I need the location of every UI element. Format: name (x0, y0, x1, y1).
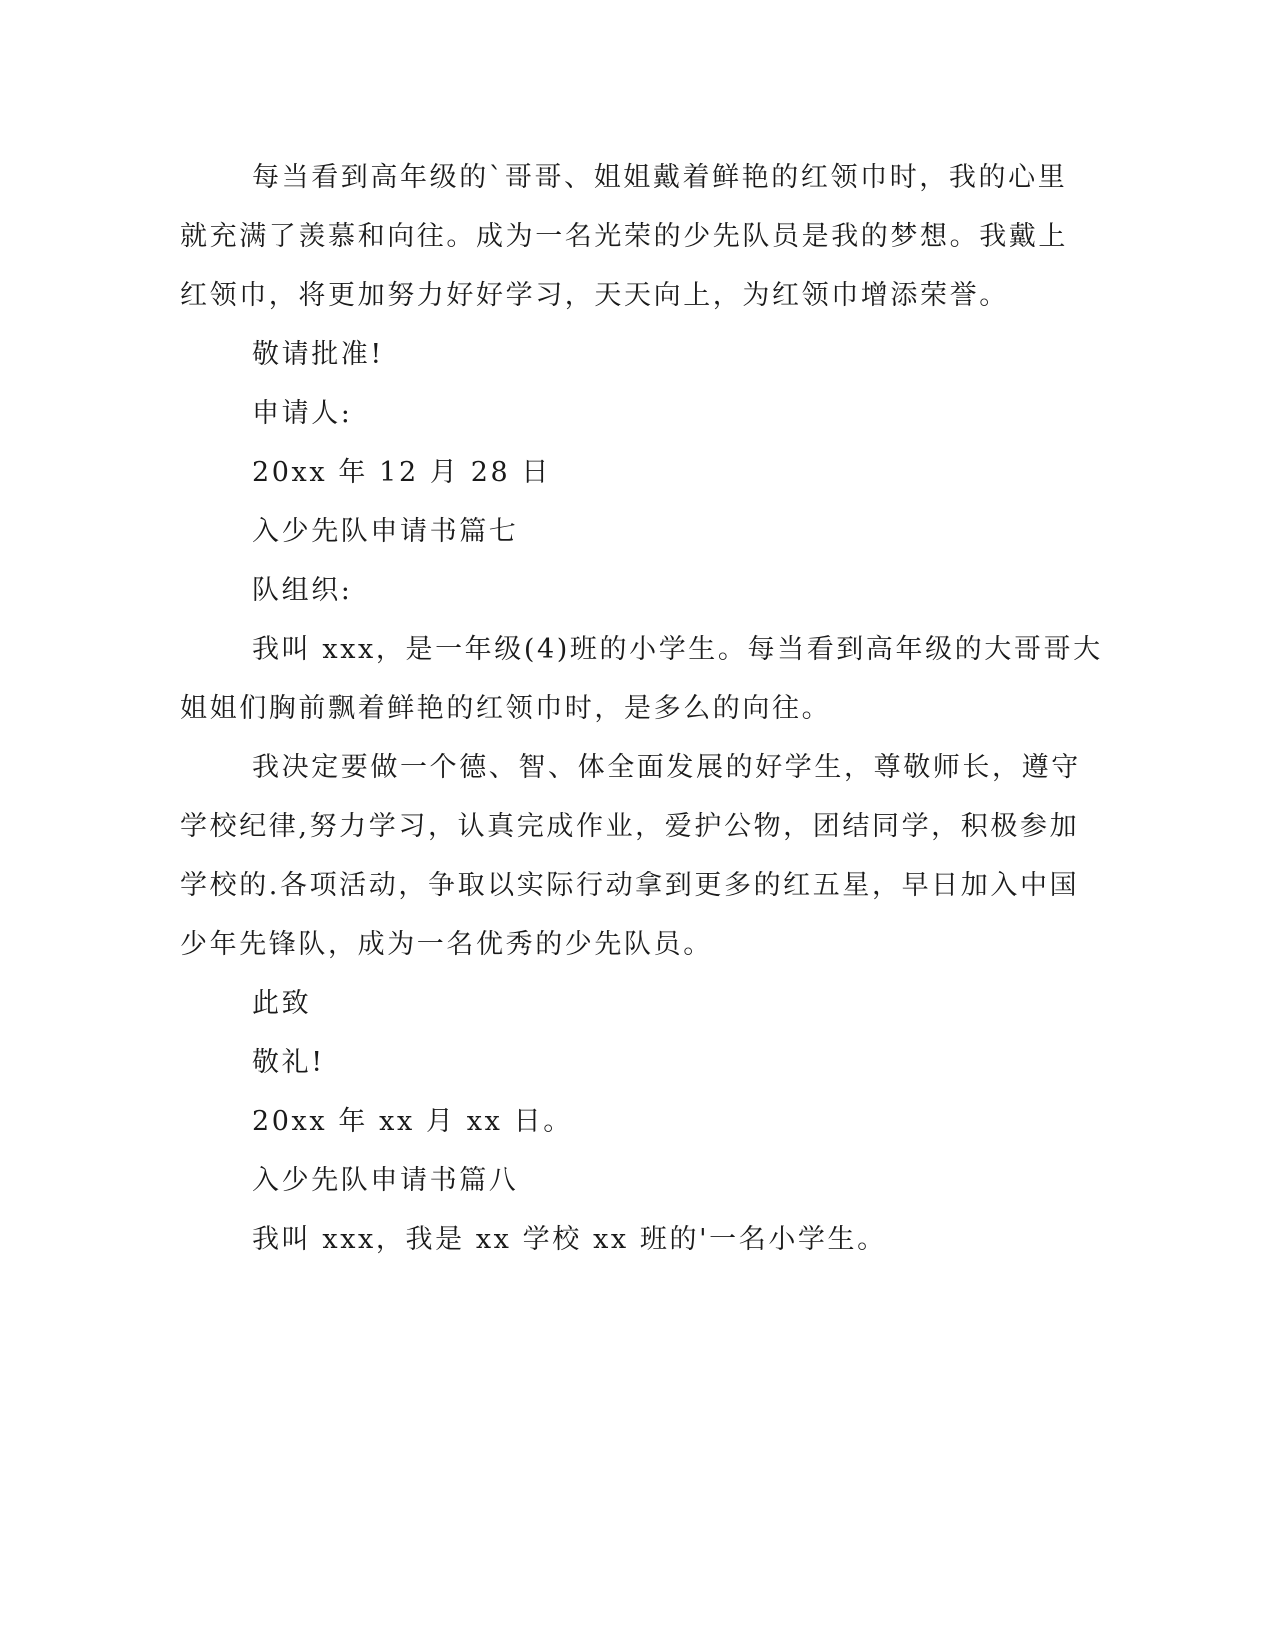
closing-line: 敬礼! (252, 1047, 325, 1078)
salutation: 队组织: (252, 575, 353, 606)
paragraph-line: 学校的.各项活动，争取以实际行动拿到更多的红五星，早日加入中国 (180, 870, 1080, 901)
applicant-label: 申请人: (252, 398, 353, 429)
closing-line: 此致 (252, 988, 312, 1019)
paragraph-line: 我叫 xxx，是一年级(4)班的小学生。每当看到高年级的大哥哥大 (252, 634, 1103, 665)
date-line: 20xx 年 12 月 28 日 (252, 457, 552, 488)
paragraph-line: 我叫 xxx，我是 xx 学校 xx 班的'一名小学生。 (252, 1224, 887, 1255)
paragraph-line: 少年先锋队，成为一名优秀的少先队员。 (180, 929, 713, 960)
paragraph-line: 红领巾，将更加努力好好学习，天天向上，为红领巾增添荣誉。 (180, 280, 1009, 311)
paragraph-line: 就充满了羡慕和向往。成为一名光荣的少先队员是我的梦想。我戴上 (180, 221, 1068, 252)
paragraph-line: 学校纪律,努力学习，认真完成作业，爱护公物，团结同学，积极参加 (180, 811, 1080, 842)
section-heading: 入少先队申请书篇八 (252, 1165, 519, 1196)
document-body (180, 148, 1103, 1269)
paragraph-line: 姐姐们胸前飘着鲜艳的红领巾时，是多么的向往。 (180, 693, 832, 724)
closing-request: 敬请批准! (252, 339, 384, 370)
paragraph-line: 每当看到高年级的`哥哥、姐姐戴着鲜艳的红领巾时，我的心里 (252, 162, 1068, 193)
section-heading: 入少先队申请书篇七 (252, 516, 519, 547)
date-line: 20xx 年 xx 月 xx 日。 (252, 1106, 573, 1137)
paragraph-line: 我决定要做一个德、智、体全面发展的好学生，尊敬师长，遵守 (252, 752, 1081, 783)
